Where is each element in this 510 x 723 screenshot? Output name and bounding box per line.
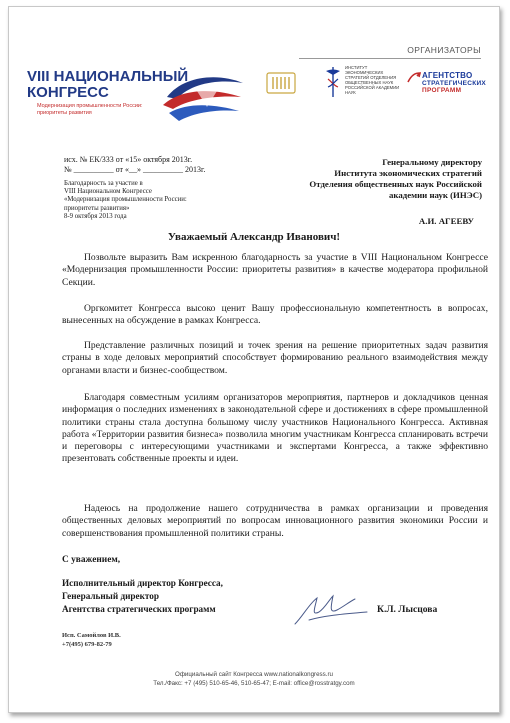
footer-website: Официальный сайт Конгресса www.nationalkongress.ru (175, 671, 333, 678)
gold-emblem-logo (264, 69, 298, 97)
subject-line: «Модернизация промышленности России: (64, 196, 187, 204)
inecon-logo-text: ИНСТИТУТ ЭКОНОМИЧЕСКИХ СТРАТЕГИЙ ОТДЕЛЕНИЯ ОБЩЕСТВЕННЫХ НАУК РОССИЙСКОЙ АКАДЕМИИ НАУК (345, 65, 400, 95)
outgoing-reference: исх. № ЕК/333 от «15» октября 2013г. (64, 155, 193, 164)
agency-line3: ПРОГРАММ (422, 87, 462, 94)
executor-name: Исп. Самойлов И.В. (62, 632, 121, 639)
subject-line: приоритеты развития» (64, 204, 130, 212)
addressee-line: Института экономических стратегий (334, 168, 482, 178)
body-paragraph: Оргкомитет Конгресса высоко ценит Вашу профессиональную компетентность в вопросах, вынесенных на обсуждение в рамках Конгресса. (62, 303, 488, 327)
executor-phone: +7(495) 679-82-79 (62, 640, 112, 648)
agency-logo (422, 71, 500, 94)
body-paragraph: Представление различных позиций и точек зрения на решение приоритетных задач развития страны в ходе деловых мероприятий способствует формированию реального взаимодействия между органами власти и бизнес-сообществом. (62, 340, 488, 376)
agency-arrow-icon (407, 71, 421, 85)
subject-line: VIII Национальном Конгрессе (64, 188, 152, 196)
body-paragraph: Благодаря совместным усилиям организаторов мероприятия, партнеров и докладчиков ценная информация о последних изменениях в законодательной сфере и достижениях в сфере промышленной политики страны стала доступна большому числу участников Национального Конгресса. Активная работа «Территории развития бизнеса» позволила многим участникам Конгресса спланировать встречи и переговоры с интересующими участниками и экспертами Конгресса, а также эффективно презентовать собственные проекты и идеи. (62, 392, 488, 465)
closing-regards: С уважением, (62, 555, 121, 565)
reference-block (64, 155, 205, 175)
inecon-caduceus-logo (323, 65, 343, 99)
signer-title (62, 577, 223, 616)
body-paragraph: Надеюсь на продолжение нашего сотрудничества в рамках организации и проведения общественных деловых мероприятий по вопросам инновационного развития экономики России и совершенствования промышленной политики страны. (62, 503, 488, 539)
congress-title-line1: VIII НАЦИОНАЛЬНЫЙ (27, 68, 189, 85)
salutation: Уважаемый Александр Иванович! (167, 231, 341, 243)
signer-title-line: Агентства стратегических программ (62, 604, 216, 614)
signer-name: К.Л. Лысцова (377, 604, 438, 615)
congress-subtitle (37, 103, 157, 117)
executor-block (62, 632, 121, 649)
incoming-reference: № __________ от «__» __________ 2013г. (64, 165, 206, 174)
congress-swoosh-logo (159, 67, 249, 127)
congress-subtitle-line2: приоритеты развития (37, 110, 92, 116)
addressee-block (249, 157, 482, 201)
footer-contacts: Тел./Факс: +7 (495) 510-65-46, 510-65-47; E-mail: office@rosstratgy.com (153, 680, 355, 687)
letter-page (8, 6, 500, 713)
addressee-line: академии наук (ИНЭС) (389, 190, 482, 200)
agency-line1: АГЕНТСТВО (422, 71, 473, 80)
organizers-label: ОРГАНИЗАТОРЫ (407, 45, 481, 55)
agency-line2: СТРАТЕГИЧЕСКИХ (422, 80, 487, 87)
congress-subtitle-line1: Модернизация промышленности России: (37, 103, 143, 109)
body-paragraph: Позвольте выразить Вам искренною благодарность за участие в VIII Национальном Конгрессе «Модернизация промышленности России: приоритеты развития» в качестве модератора профильной Секции. (62, 252, 488, 288)
handwritten-signature (289, 590, 374, 630)
subject-line: 8-9 октября 2013 года (64, 212, 127, 220)
congress-title-line2: КОНГРЕСС (27, 84, 109, 101)
addressee-line: Генеральному директору (382, 157, 482, 167)
header-divider (299, 58, 481, 59)
signer-title-line: Генеральный директор (62, 591, 159, 601)
addressee-line: Отделения общественных наук Российской (309, 179, 482, 189)
subject-block (64, 180, 204, 221)
signer-title-line: Исполнительный директор Конгресса, (62, 578, 223, 588)
addressee-name: А.И. АГЕЕВУ (418, 216, 474, 226)
letter-footer (9, 670, 499, 688)
subject-line: Благодарность за участие в (64, 180, 143, 187)
